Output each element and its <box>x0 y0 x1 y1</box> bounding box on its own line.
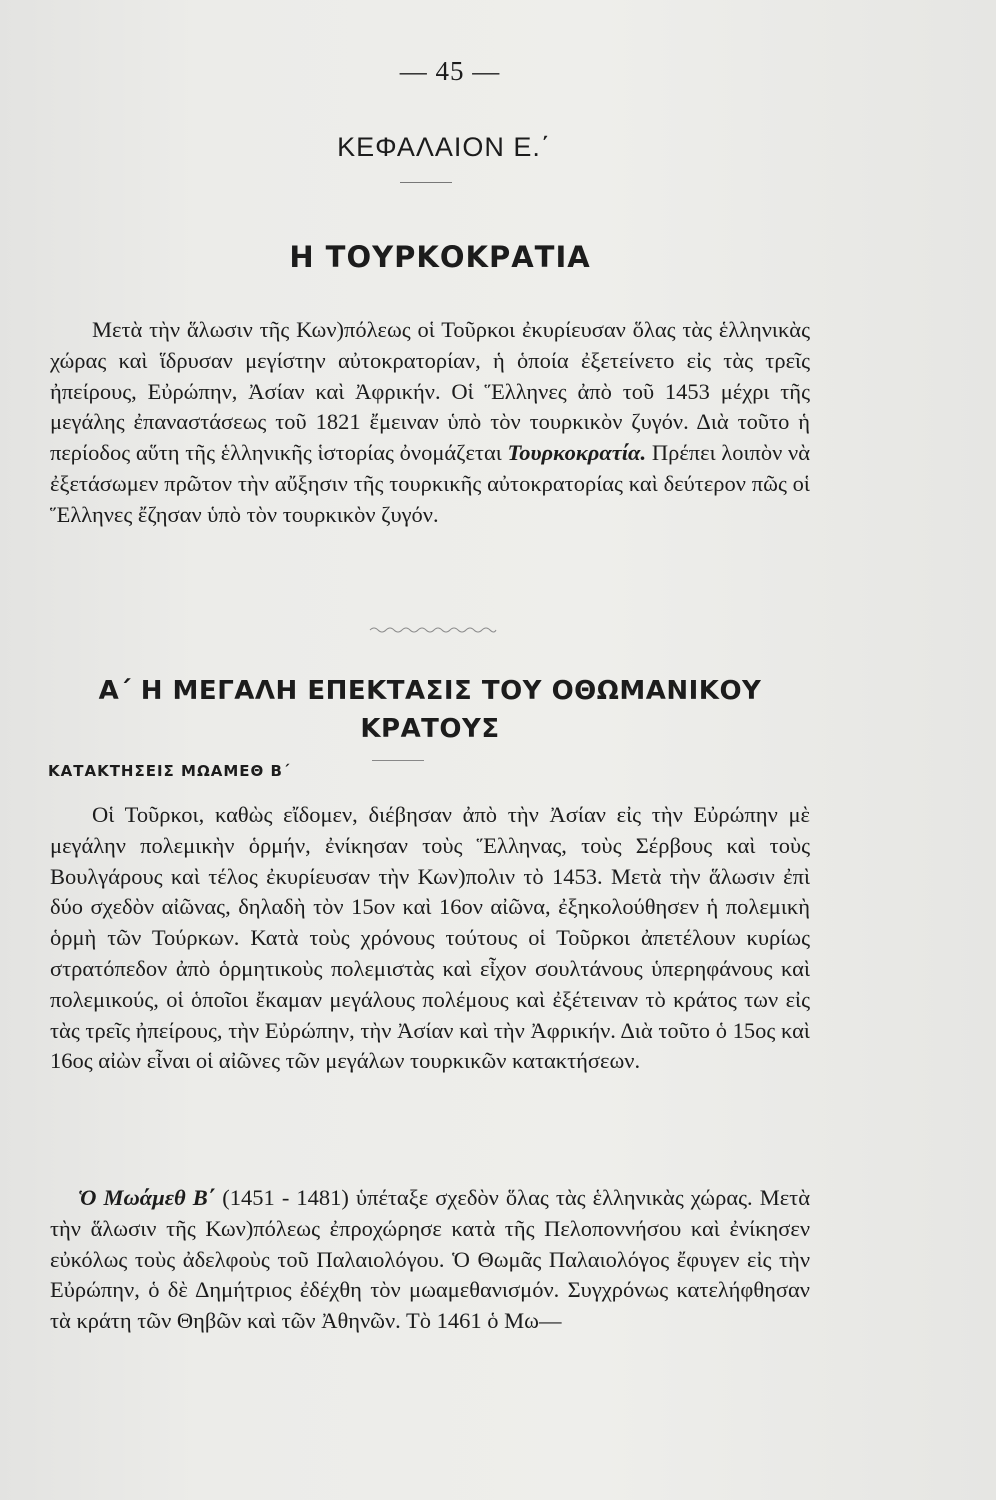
section-title-line-2: ΚΡΑΤΟΥΣ <box>360 714 500 744</box>
body-paragraph-1: Οἱ Τοῦρκοι, καθὼς εἴδομεν, διέβησαν ἀπὸ τὴν Ἀσίαν εἰς τὴν Εὐρώπην μὲ μεγάλην πολεμικὴν ὁρμήν, ἐνίκησαν τοὺς Ἕλληνας, τοὺς Σέρβους καὶ τοὺς Βουλγάρους καὶ τέλος ἐκυρίευσαν τὴν Κων)πολιν τὸ 1453. Μετὰ τὴν ἅλωσιν ἐπὶ δύο σχεδὸν αἰῶνας, δηλαδὴ τὸν 15ον καὶ 16ον αἰῶνα, ἐξηκολούθησεν ἡ πολεμικὴ ὁρμὴ τῶν Τούρκων. Κατὰ τοὺς χρόνους τούτους οἱ Τοῦρκοι ἀπετέλουν κυρίως στρατόπεδον ἀπὸ ὁρμητικοὺς πολεμιστὰς καὶ εἶχον σουλτάνους ὑπερηφάνους καὶ πολεμικούς, οἱ ὁποῖοι ἔκαμαν μεγάλους πολέμους καὶ ἐξέτειναν τὸ κράτος των εἰς τὰς τρεῖς ἠπείρους, τὴν Εὐρώπην, τὴν Ἀσίαν καὶ τὴν Ἀφρικήν. Διὰ τοῦτο ὁ 15ος καὶ 16ος αἰὼν εἶναι οἱ αἰῶνες τῶν μεγάλων τουρκικῶν κατακτήσεων. <box>50 802 810 1074</box>
intro-text-1: Μετὰ τὴν ἅλωσιν τῆς Κων)πόλεως οἱ Τοῦρκοι ἐκυρίευσαν ὅλας τὰς ἑλληνικὰς χώρας καὶ ἵδρυσαν μεγίστην αὐτοκρατορίαν, ἡ ὁποία ἐξετείνετο εἰς τὰς τρεῖς ἠπείρους, Εὐρώπην, Ἀσίαν καὶ Ἀφρικήν. Οἱ Ἕλληνες ἀπὸ τοῦ 1453 μέχρι τῆς μεγάλης ἐπαναστάσεως τοῦ 1821 ἔμειναν ὑπὸ τὸν τουρκικὸν ζυγόν. Διὰ τοῦτο ἡ περίοδος αὕτη τῆς ἑλληνικῆς ἱστορίας ὀνομάζεται <box>50 317 810 466</box>
intro-paragraph <box>50 315 810 531</box>
wavy-divider <box>368 624 498 636</box>
subsection-divider <box>372 760 424 761</box>
subsection-heading: ΚΑΤΑΚΤΗΣΕΙΣ ΜΩΑΜΕΘ Β΄ <box>48 762 291 780</box>
intro-emphasis: Τουρκοκρατία. <box>507 440 647 466</box>
intro-text-2: Πρέπει λοιπὸν νὰ ἐξετάσωμεν πρῶτον τὴν αὔξησιν τῆς τουρκικῆς αὐτοκρατορίας καὶ δεύτερον πῶς οἱ Ἕλληνες ἔζησαν ὑπὸ τὸν τουρκικὸν ζυγόν. <box>50 440 811 527</box>
section-title-line-1: Α΄ Η ΜΕΓΑΛΗ ΕΠΕΚΤΑΣΙΣ ΤΟΥ ΟΘΩΜΑΝΙΚΟΥ <box>98 676 762 706</box>
body-paragraph-2-name: Ὁ Μωάμεθ Β΄ <box>78 1185 216 1210</box>
body-paragraph-2 <box>50 1183 810 1337</box>
section-title <box>50 672 810 748</box>
chapter-divider <box>400 182 452 183</box>
page-number: — 45 — <box>399 56 501 86</box>
body-paragraph-2-text: (1451 - 1481) ὑπέταξε σχεδὸν ὅλας τὰς ἑλληνικὰς χώρας. Μετὰ τὴν ἅλωσιν τῆς Κων)πόλεως ἐπροχώρησε κατὰ τῆς Πελοποννήσου καὶ ἐνίκησεν εὐκόλως τοὺς ἀδελφοὺς τοῦ Παλαιολόγου. Ὁ Θωμᾶς Παλαιολόγος ἔφυγεν εἰς τὴν Εὐρώπην, ὁ δὲ Δημήτριος ἐδέχθη τὸν μωαμεθανισμόν. Συγχρόνως κατελήφθησαν τὰ κράτη τῶν Θηβῶν καὶ τῶν Ἀθηνῶν. Τὸ 1461 ὁ Μω— <box>50 1185 810 1334</box>
page-title: Η ΤΟΥΡΚΟΚΡΑΤΙΑ <box>289 240 591 274</box>
chapter-heading: ΚΕΦΑΛΑΙΟΝ Ε.΄ <box>337 132 551 162</box>
